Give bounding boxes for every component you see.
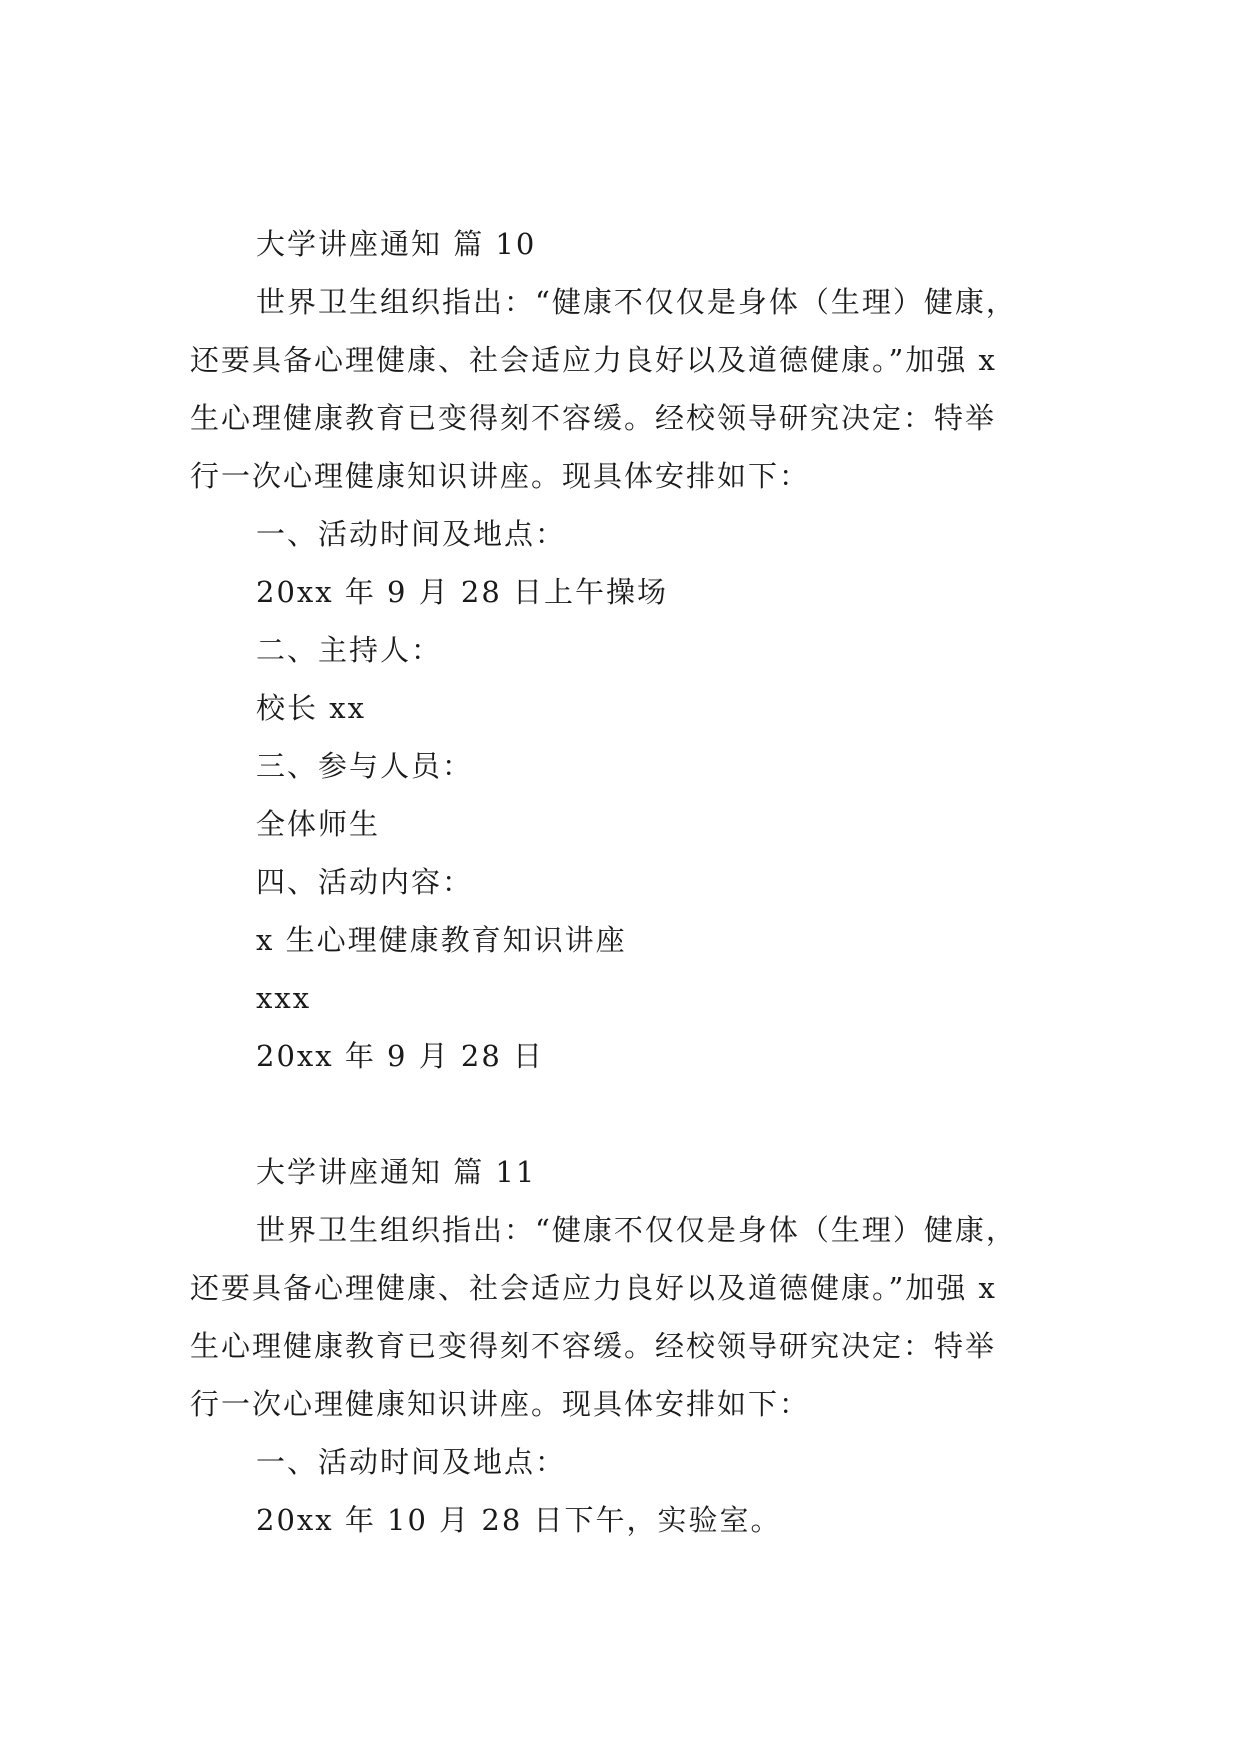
item-value-time-place: 20xx 年 10 月 28 日下午，实验室。 <box>256 1503 782 1537</box>
section-10 <box>190 215 1060 1085</box>
item-value-time-place: 20xx 年 9 月 28 日上午操场 <box>256 575 669 609</box>
document-content <box>190 215 1060 1549</box>
paragraph-line: 世界卫生组织指出：“健康不仅仅是身体（生理）健康， <box>256 285 1017 319</box>
paragraph-line: 生心理健康教育已变得刻不容缓。经校领导研究决定：特举 <box>190 401 997 435</box>
paragraph-line: 还要具备心理健康、社会适应力良好以及道德健康。”加强 x <box>190 343 997 377</box>
item-value-content: x 生心理健康教育知识讲座 <box>256 923 627 957</box>
paragraph-line: 生心理健康教育已变得刻不容缓。经校领导研究决定：特举 <box>190 1329 997 1363</box>
section-11 <box>190 1143 1060 1549</box>
section-heading: 大学讲座通知 篇 10 <box>256 227 537 261</box>
section-heading: 大学讲座通知 篇 11 <box>256 1155 537 1189</box>
paragraph-line: 还要具备心理健康、社会适应力良好以及道德健康。”加强 x <box>190 1271 997 1305</box>
item-heading-time-place: 一、活动时间及地点： <box>256 1445 567 1479</box>
item-heading-content: 四、活动内容： <box>256 865 474 899</box>
item-heading-participants: 三、参与人员： <box>256 749 474 783</box>
paragraph-line: 行一次心理健康知识讲座。现具体安排如下： <box>190 1387 811 1421</box>
date: 20xx 年 9 月 28 日 <box>256 1039 545 1073</box>
item-heading-host: 二、主持人： <box>256 633 443 667</box>
paragraph-line: 世界卫生组织指出：“健康不仅仅是身体（生理）健康， <box>256 1213 1017 1247</box>
item-value-host: 校长 xx <box>256 691 366 725</box>
paragraph-line: 行一次心理健康知识讲座。现具体安排如下： <box>190 459 811 493</box>
section-gap <box>190 1085 1060 1143</box>
item-value-participants: 全体师生 <box>256 807 381 841</box>
item-heading-time-place: 一、活动时间及地点： <box>256 517 567 551</box>
signature: xxx <box>256 981 312 1015</box>
